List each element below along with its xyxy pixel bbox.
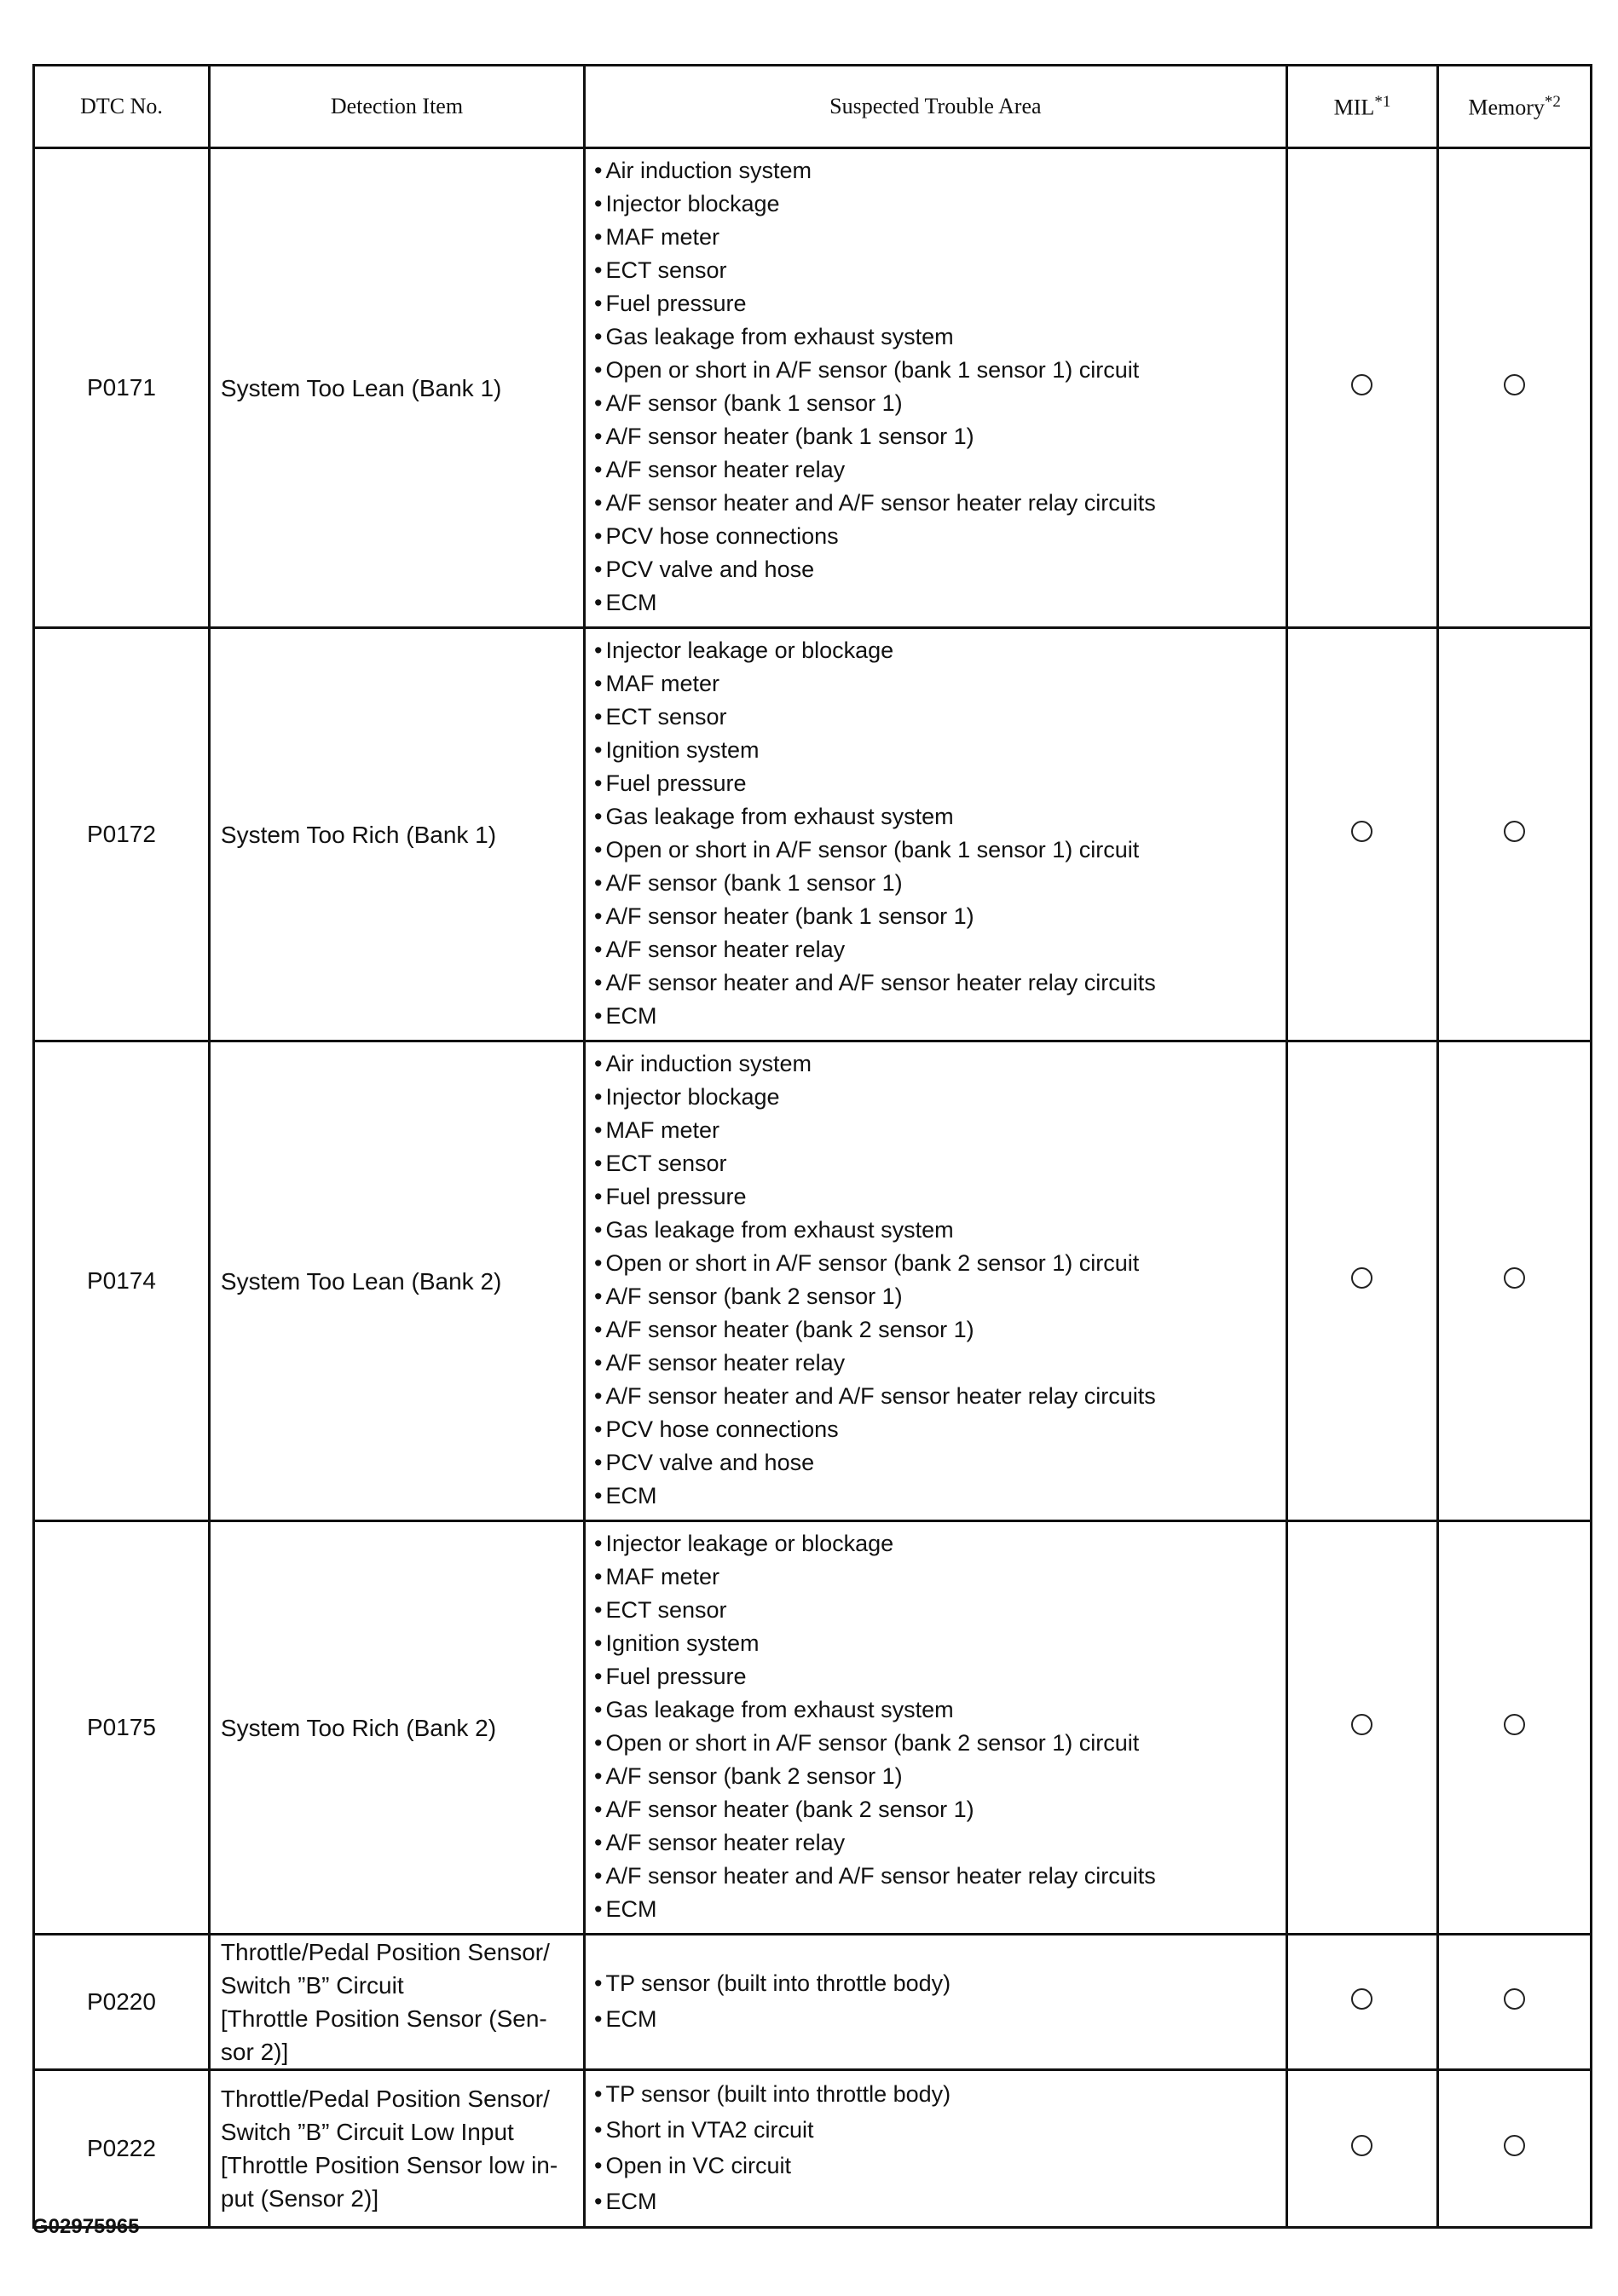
- trouble-area-item: • Open or short in A/F sensor (bank 2 sensor 1) circuit: [594, 1247, 1277, 1280]
- dtc-code: P0175: [34, 1521, 210, 1935]
- trouble-area-item: • A/F sensor heater (bank 2 sensor 1): [594, 1793, 1277, 1826]
- trouble-area-item: • TP sensor (built into throttle body): [594, 1965, 1277, 2001]
- trouble-area-list: [585, 1041, 1287, 1521]
- trouble-area-item: • ECT sensor: [594, 1147, 1277, 1180]
- trouble-area-item: • Gas leakage from exhaust system: [594, 800, 1277, 834]
- trouble-area-item: • ECM: [594, 1893, 1277, 1926]
- trouble-area-item: • Ignition system: [594, 734, 1277, 767]
- memory-cell: [1438, 628, 1592, 1041]
- trouble-area-item: • A/F sensor heater and A/F sensor heater relay circuits: [594, 487, 1277, 520]
- trouble-area-item: • Injector blockage: [594, 1081, 1277, 1114]
- memory-cell: [1438, 1521, 1592, 1935]
- trouble-area-item: • PCV valve and hose: [594, 553, 1277, 586]
- trouble-area-item: • A/F sensor heater and A/F sensor heater relay circuits: [594, 966, 1277, 1000]
- detection-item-line: Switch ”B” Circuit: [220, 1972, 404, 1999]
- mil-circle-icon: [1351, 374, 1372, 395]
- trouble-area-list: [585, 1521, 1287, 1935]
- header-memory: [1438, 66, 1592, 148]
- trouble-area-item: • Gas leakage from exhaust system: [594, 1693, 1277, 1727]
- trouble-area-item: • Air induction system: [594, 1047, 1277, 1081]
- mil-circle-icon: [1351, 1267, 1372, 1289]
- trouble-area-item: • Open or short in A/F sensor (bank 1 sensor 1) circuit: [594, 354, 1277, 387]
- trouble-area-list: [585, 1935, 1287, 2070]
- memory-circle-icon: [1504, 1988, 1525, 2010]
- detection-item: System Too Rich (Bank 2): [209, 1521, 584, 1935]
- trouble-area-item: • ECM: [594, 1000, 1277, 1033]
- table-row: [34, 1521, 1592, 1935]
- trouble-area-item: • Open or short in A/F sensor (bank 1 sensor 1) circuit: [594, 834, 1277, 867]
- table-row: [34, 2070, 1592, 2228]
- trouble-area-item: • A/F sensor heater and A/F sensor heater relay circuits: [594, 1380, 1277, 1413]
- trouble-area-item: • A/F sensor heater (bank 2 sensor 1): [594, 1313, 1277, 1347]
- detection-item: System Too Rich (Bank 1): [209, 628, 584, 1041]
- detection-item: [209, 2070, 584, 2228]
- detection-item-line: [Throttle Position Sensor (Sen-: [220, 2005, 547, 2032]
- trouble-area-list: [585, 2070, 1287, 2228]
- figure-id: G02975965: [32, 2215, 140, 2238]
- mil-cell: [1286, 628, 1438, 1041]
- mil-circle-icon: [1351, 1988, 1372, 2010]
- trouble-area-item: • Injector leakage or blockage: [594, 1527, 1277, 1560]
- header-detection-item: Detection Item: [209, 66, 584, 148]
- detection-item-line: Switch ”B” Circuit Low Input: [220, 2119, 514, 2145]
- trouble-area-item: • ECM: [594, 2184, 1277, 2219]
- memory-circle-icon: [1504, 1714, 1525, 1735]
- trouble-area-item: • MAF meter: [594, 221, 1277, 254]
- trouble-area-item: • Open in VC circuit: [594, 2148, 1277, 2184]
- trouble-area-item: • A/F sensor heater relay: [594, 933, 1277, 966]
- mil-cell: [1286, 1521, 1438, 1935]
- trouble-area-item: • ECM: [594, 2001, 1277, 2037]
- trouble-area-item: • Fuel pressure: [594, 1180, 1277, 1214]
- trouble-area-item: • A/F sensor (bank 2 sensor 1): [594, 1280, 1277, 1313]
- table-row: [34, 628, 1592, 1041]
- dtc-code: P0220: [34, 1935, 210, 2070]
- mil-cell: [1286, 1935, 1438, 2070]
- detection-item: [209, 1935, 584, 2070]
- trouble-area-item: • MAF meter: [594, 1560, 1277, 1594]
- trouble-area-item: • PCV hose connections: [594, 1413, 1277, 1446]
- detection-item-line: put (Sensor 2)]: [220, 2185, 379, 2212]
- trouble-area-item: • Ignition system: [594, 1627, 1277, 1660]
- trouble-area-item: • Gas leakage from exhaust system: [594, 1214, 1277, 1247]
- trouble-area-item: • MAF meter: [594, 667, 1277, 701]
- trouble-area-item: • Open or short in A/F sensor (bank 2 sensor 1) circuit: [594, 1727, 1277, 1760]
- trouble-area-item: • A/F sensor heater and A/F sensor heater relay circuits: [594, 1860, 1277, 1893]
- header-row: [34, 66, 1592, 148]
- detection-item: System Too Lean (Bank 2): [209, 1041, 584, 1521]
- trouble-area-item: • ECM: [594, 1480, 1277, 1513]
- detection-item-line: sor 2)]: [220, 2039, 289, 2065]
- memory-circle-icon: [1504, 2135, 1525, 2156]
- trouble-area-item: • PCV valve and hose: [594, 1446, 1277, 1480]
- trouble-area-item: • MAF meter: [594, 1114, 1277, 1147]
- header-memory-note: *2: [1544, 92, 1561, 111]
- mil-circle-icon: [1351, 821, 1372, 842]
- trouble-area-item: • Injector blockage: [594, 187, 1277, 221]
- header-mil-label: MIL: [1333, 95, 1375, 120]
- dtc-table: [32, 64, 1592, 2229]
- trouble-area-item: • Injector leakage or blockage: [594, 634, 1277, 667]
- table-row: [34, 148, 1592, 628]
- memory-circle-icon: [1504, 374, 1525, 395]
- trouble-area-item: • TP sensor (built into throttle body): [594, 2076, 1277, 2112]
- trouble-area-item: • A/F sensor (bank 1 sensor 1): [594, 387, 1277, 420]
- header-mil-note: *1: [1374, 92, 1391, 111]
- header-dtc: DTC No.: [34, 66, 210, 148]
- mil-cell: [1286, 1041, 1438, 1521]
- trouble-area-item: • A/F sensor (bank 1 sensor 1): [594, 867, 1277, 900]
- trouble-area-item: • Fuel pressure: [594, 287, 1277, 320]
- header-trouble-area: Suspected Trouble Area: [585, 66, 1287, 148]
- trouble-area-item: • A/F sensor (bank 2 sensor 1): [594, 1760, 1277, 1793]
- memory-cell: [1438, 2070, 1592, 2228]
- trouble-area-item: • ECT sensor: [594, 1594, 1277, 1627]
- table-row: [34, 1041, 1592, 1521]
- detection-item-line: [Throttle Position Sensor low in-: [220, 2152, 558, 2178]
- detection-item: System Too Lean (Bank 1): [209, 148, 584, 628]
- trouble-area-item: • PCV hose connections: [594, 520, 1277, 553]
- dtc-code: P0171: [34, 148, 210, 628]
- dtc-code: P0222: [34, 2070, 210, 2228]
- memory-cell: [1438, 1041, 1592, 1521]
- trouble-area-list: [585, 628, 1287, 1041]
- header-mil: [1286, 66, 1438, 148]
- trouble-area-item: • Air induction system: [594, 154, 1277, 187]
- table-row: [34, 1935, 1592, 2070]
- memory-circle-icon: [1504, 821, 1525, 842]
- detection-item-line: Throttle/Pedal Position Sensor/: [220, 2085, 550, 2112]
- trouble-area-item: • A/F sensor heater relay: [594, 1826, 1277, 1860]
- dtc-code: P0174: [34, 1041, 210, 1521]
- mil-cell: [1286, 2070, 1438, 2228]
- trouble-area-item: • ECT sensor: [594, 254, 1277, 287]
- header-memory-label: Memory: [1468, 95, 1545, 120]
- trouble-area-item: • Gas leakage from exhaust system: [594, 320, 1277, 354]
- detection-item-line: Throttle/Pedal Position Sensor/: [220, 1939, 550, 1965]
- trouble-area-item: • A/F sensor heater (bank 1 sensor 1): [594, 900, 1277, 933]
- trouble-area-item: • ECM: [594, 586, 1277, 620]
- dtc-code: P0172: [34, 628, 210, 1041]
- mil-circle-icon: [1351, 1714, 1372, 1735]
- trouble-area-item: • Fuel pressure: [594, 1660, 1277, 1693]
- trouble-area-item: • ECT sensor: [594, 701, 1277, 734]
- trouble-area-list: [585, 148, 1287, 628]
- trouble-area-item: • Short in VTA2 circuit: [594, 2112, 1277, 2148]
- trouble-area-item: • Fuel pressure: [594, 767, 1277, 800]
- memory-cell: [1438, 1935, 1592, 2070]
- memory-circle-icon: [1504, 1267, 1525, 1289]
- memory-cell: [1438, 148, 1592, 628]
- trouble-area-item: • A/F sensor heater (bank 1 sensor 1): [594, 420, 1277, 453]
- trouble-area-item: • A/F sensor heater relay: [594, 453, 1277, 487]
- trouble-area-item: • A/F sensor heater relay: [594, 1347, 1277, 1380]
- mil-cell: [1286, 148, 1438, 628]
- mil-circle-icon: [1351, 2135, 1372, 2156]
